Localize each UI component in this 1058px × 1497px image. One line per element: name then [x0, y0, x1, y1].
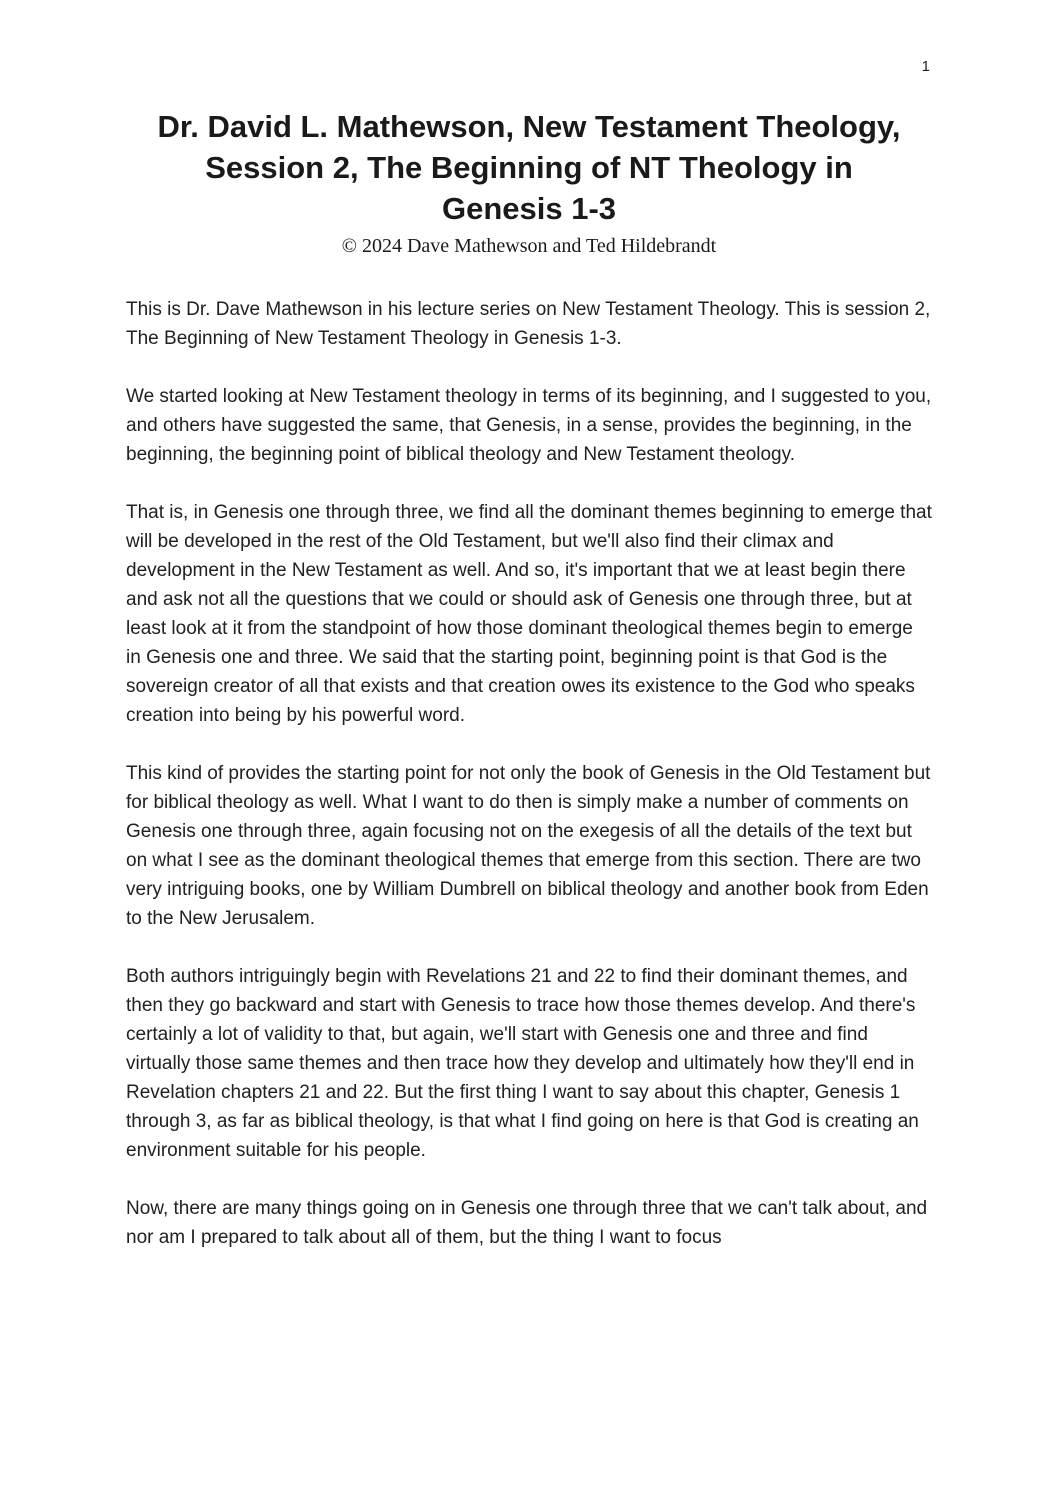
document-title	[126, 106, 932, 229]
paragraph-3: That is, in Genesis one through three, we find all the dominant themes beginning to emerge that will be developed in the rest of the Old Testament, but we'll also find their climax and development in the New Testament as well. And so, it's important that we at least begin there and ask not all the questions that we could or should ask of Genesis one through three, but at least look at it from the standpoint of how those dominant theological themes begin to emerge in Genesis one and three. We said that the starting point, beginning point is that God is the sovereign creator of all that exists and that creation owes its existence to the God who speaks creation into being by his powerful word.	[126, 502, 932, 726]
paragraph-4: This kind of provides the starting point for not only the book of Genesis in the Old Testament but for biblical theology as well. What I want to do then is simply make a number of comments on Genesis one through three, again focusing not on the exegesis of all the details of the text but on what I see as the dominant theological themes that emerge from this section. There are two very intriguing books, one by William Dumbrell on biblical theology and another book from Eden to the New Jerusalem.	[126, 763, 931, 929]
paragraph-6: Now, there are many things going on in Genesis one through three that we can't talk about, and nor am I prepared to talk about all of them, but the thing I want to focus	[126, 1198, 928, 1248]
paragraph-1: This is Dr. Dave Mathewson in his lecture series on New Testament Theology. This is session 2, The Beginning of New Testament Theology in Genesis 1-3.	[126, 299, 931, 349]
title-line-1: Dr. David L. Mathewson, New Testament Theology,	[157, 109, 901, 144]
page-number: 1	[921, 58, 930, 75]
copyright-line: © 2024 Dave Mathewson and Ted Hildebrandt	[341, 235, 717, 257]
paragraph-5: Both authors intriguingly begin with Revelations 21 and 22 to find their dominant themes, and then they go backward and start with Genesis to trace how those themes develop. And there's certainly a lot of validity to that, but again, we'll start with Genesis one and three and find virtually those same themes and then trace how they develop and ultimately how they'll end in Revelation chapters 21 and 22. But the first thing I want to say about this chapter, Genesis 1 through 3, as far as biblical theology, is that what I find going on here is that God is creating an environment suitable for his people.	[126, 966, 919, 1161]
title-line-3: Genesis 1-3	[441, 191, 617, 226]
title-line-2: Session 2, The Beginning of NT Theology in	[205, 150, 853, 185]
paragraph-2: We started looking at New Testament theology in terms of its beginning, and I suggested to you, and others have suggested the same, that Genesis, in a sense, provides the beginning, in the beginning, the beginning point of biblical theology and New Testament theology.	[126, 386, 932, 465]
